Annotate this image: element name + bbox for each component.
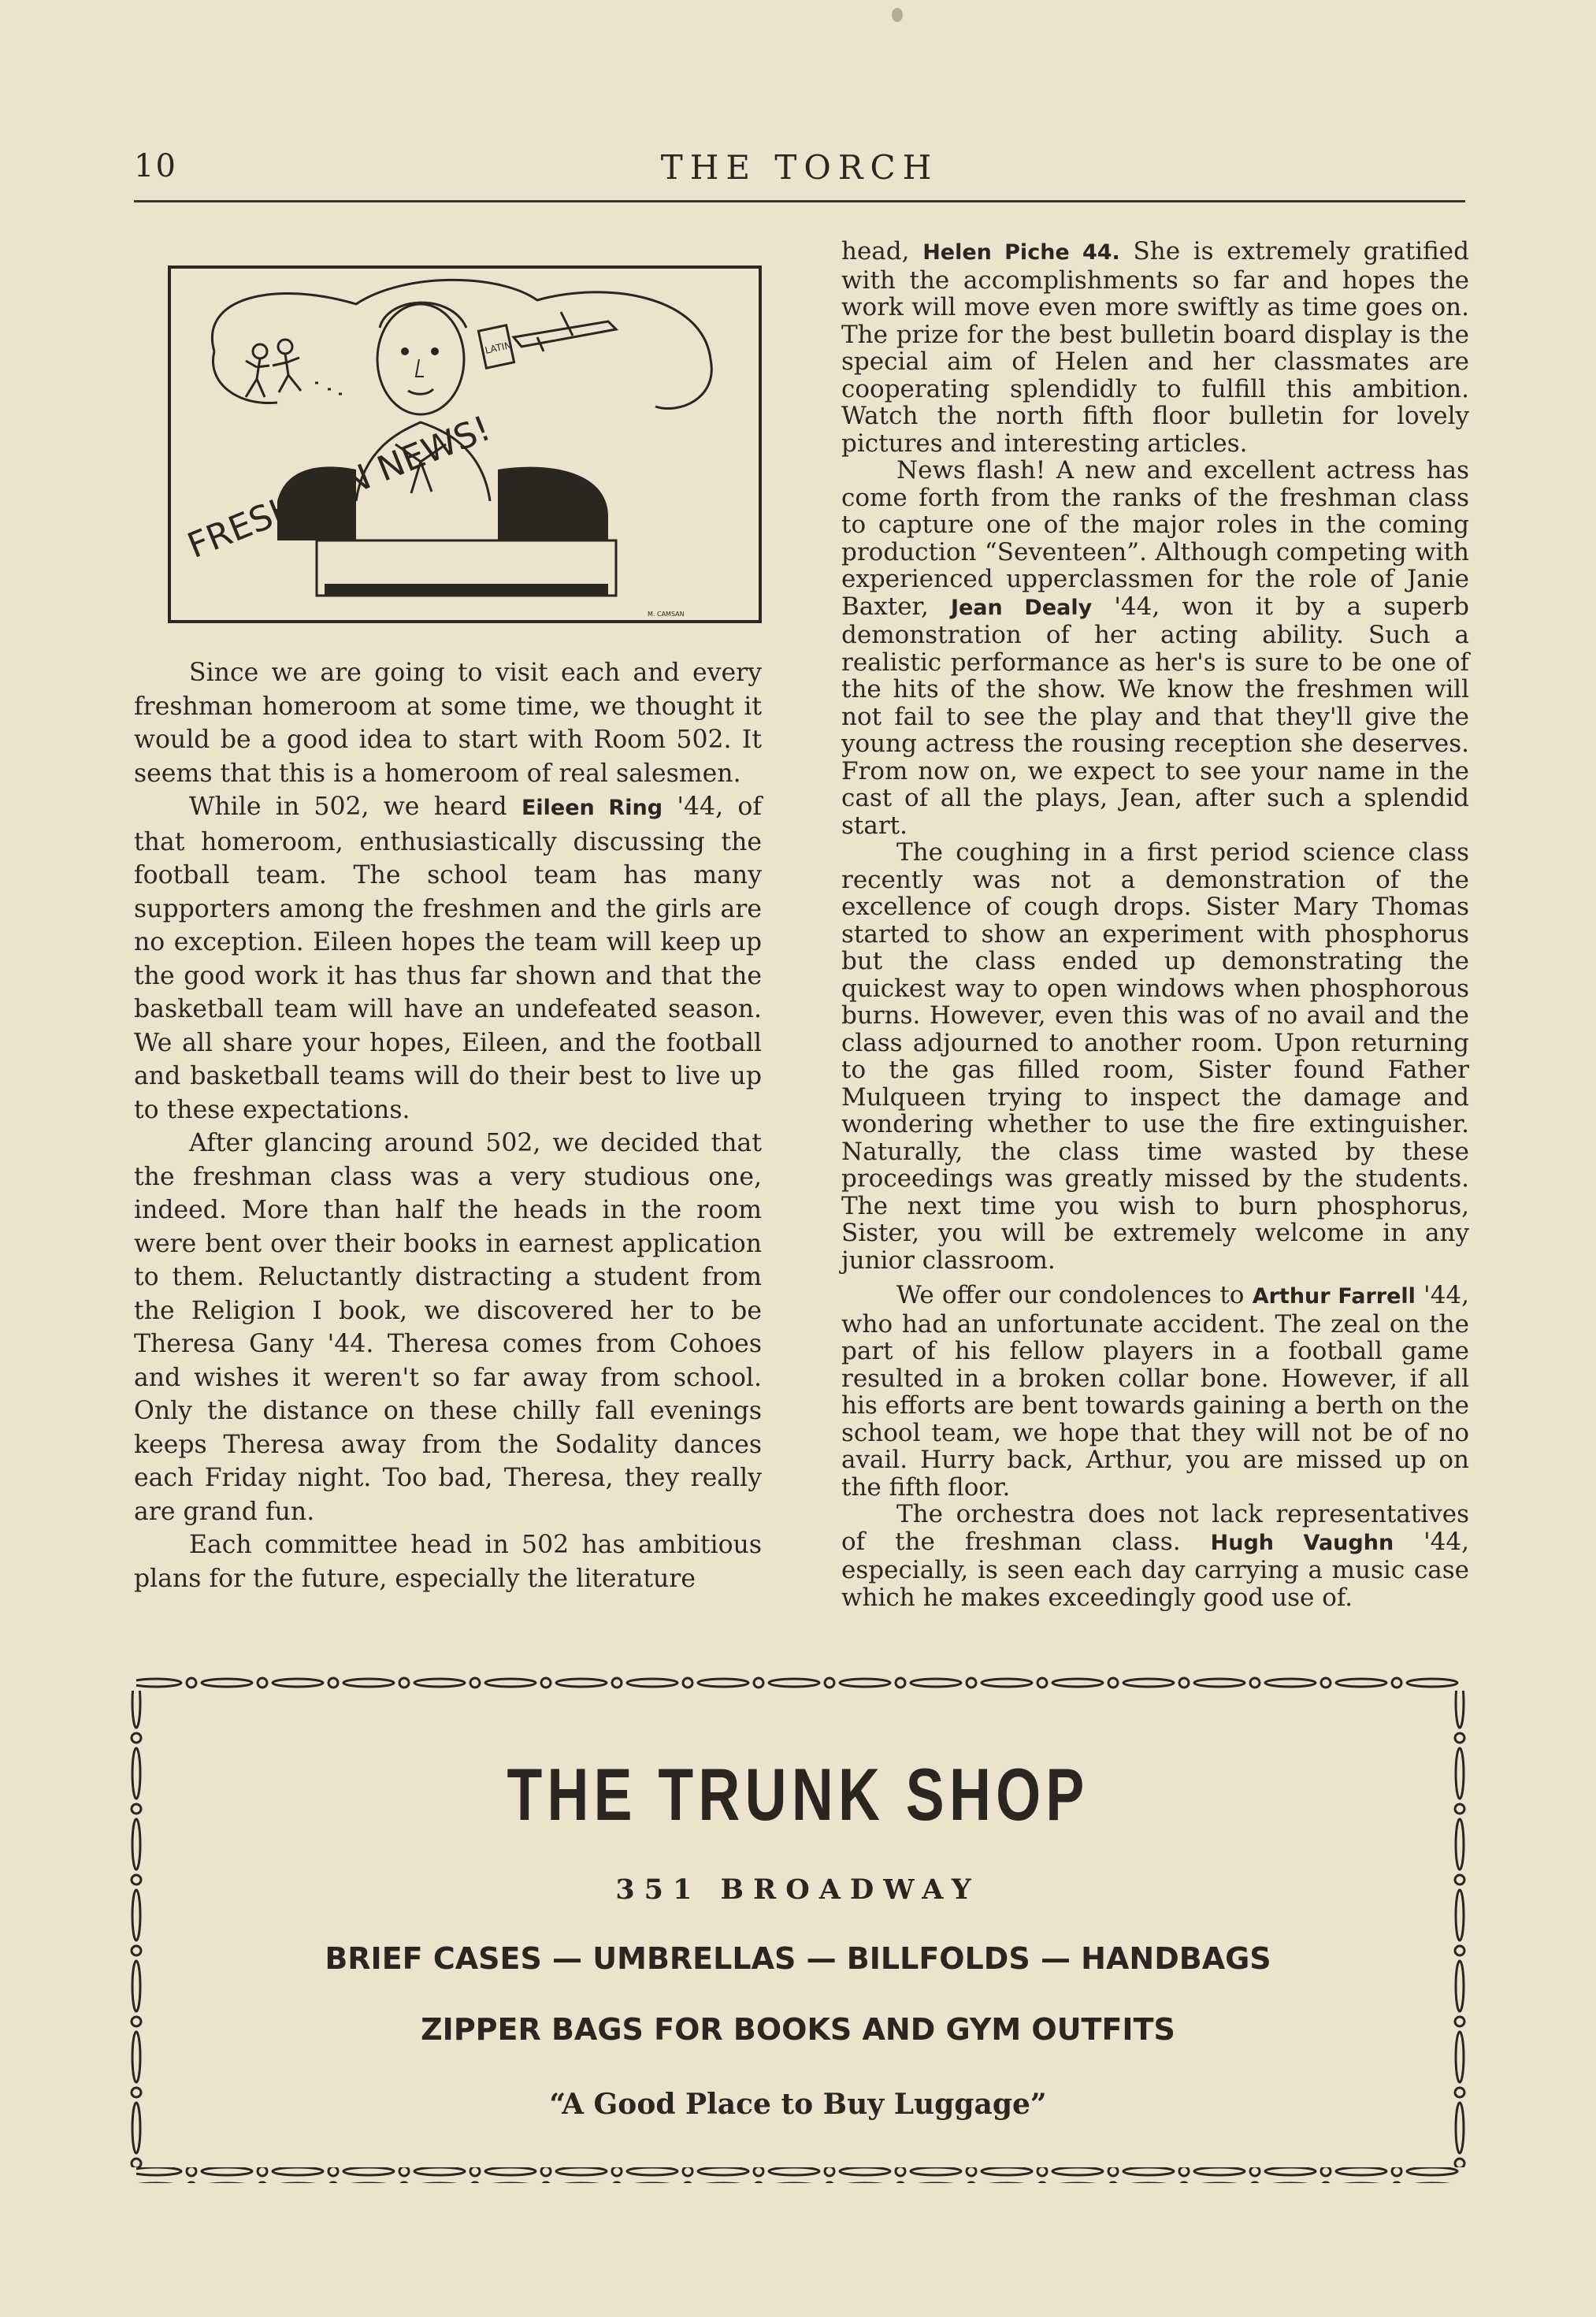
book-label: LATIN (484, 340, 513, 356)
shop-name: THE TRUNK SHOP (507, 1753, 1089, 1836)
product-list: BRIEF CASES — UMBRELLAS — BILLFOLDS — HANDBAGS (325, 1941, 1271, 1976)
article-text: The coughing in a first period science class recently was not a demonstration of the excellence of cough drops. Sister Mary Thomas started to show an experiment with phosphorus but the class ended up demonstrating the quickest way to open windows when phosphorous burns. However, even this was of no avail and the class adjourned to another room. Upon returning to the gas filled room, Sister found Father Mulqueen trying to inspect the damage and wondering whether to use the fire extinguisher. Naturally, the class time wasted by these proceedings was greatly missed by the students. The next time you wish to burn phosphorus, Sister, you will be extremely welcome in any junior classroom. (841, 838, 1469, 1275)
header-rule (134, 200, 1465, 202)
shop-slogan: “A Good Place to Buy Luggage” (549, 2088, 1047, 2121)
article-paragraph (841, 839, 1469, 1274)
article-text: Since we are going to visit each and every freshman homeroom at some time, we thought it would be a good idea to start with Room 502. It seems that this is a homeroom of real salesmen. (134, 659, 762, 788)
cartoon-signature: M. CAMSAN (648, 611, 685, 618)
page-mark (892, 8, 903, 22)
left-column (134, 656, 762, 1595)
article-text: '44, who had an unfortunate accident. The zeal on the part of his fellow players in a football game resulted in a broken collar bone. However, if all his efforts are bent towards gaining a berth on the school team, we hope that they will not be of no avail. Hurry back, Arthur, you are missed up on the fifth floor. (841, 1281, 1469, 1502)
article-paragraph (134, 1528, 762, 1595)
article-text: The orchestra does not lack representatives of the freshman class. (841, 1500, 1469, 1556)
article-paragraph (841, 238, 1469, 457)
article-paragraph (134, 1127, 762, 1528)
article-text: While in 502, we heard (189, 793, 521, 821)
article-text: Each committee head in 502 has ambitious plans for the future, especially the literature (134, 1531, 762, 1593)
article-paragraph (841, 457, 1469, 839)
student-name: Helen Piche 44. (922, 240, 1120, 265)
article-paragraph (841, 1282, 1469, 1501)
article-text: '44, of that homeroom, enthusiastically discussing the football team. The school team has many supporters among the freshmen and the girls are no exception. Eileen hopes the team will keep up the good work it has thus far shown and that the basketball team will have an undefeated season. We all share your hopes, Eileen, and the football and basketball teams will do their best to live up to these expectations. (134, 793, 762, 1124)
page-number: 10 (134, 148, 177, 184)
article-paragraph (134, 790, 762, 1127)
right-column (841, 238, 1469, 1611)
page-header (134, 148, 1465, 203)
article-paragraph (841, 1501, 1469, 1611)
cartoon-caption: FRESHMAN NEWS! (182, 408, 496, 566)
article-text: After glancing around 502, we decided that the freshman class was a very studious one, indeed. More than half the heads in the room were bent over their books in earnest application to them. Reluctantly distracting a student from the Religion I book, we discovered her to be Theresa Gany '44. Theresa comes from Cohoes and wishes it weren't so far away from school. Only the distance on these chilly fall evenings keeps Theresa away from the Sodality dances each Friday night. Too bad, Theresa, they really are grand fun. (134, 1129, 762, 1526)
article-text: News flash! A new and excellent actress has come forth from the ranks of the freshman class to capture one of the major roles in the coming production “Seventeen”. Although competing with experienced upperclassmen for the role of Janie Baxter, (841, 456, 1469, 621)
article-text: head, (841, 237, 923, 265)
article-paragraph (134, 656, 762, 790)
student-name: Jean Dealy (950, 595, 1093, 620)
cartoon-illustration (167, 265, 763, 624)
product-list-secondary: ZIPPER BAGS FOR BOOKS AND GYM OUTFITS (421, 2012, 1175, 2047)
article-text: She is extremely gratified with the accomplishments so far and hopes the work will move even more swiftly as time goes on. The prize for the best bulletin board display is the special aim of Helen and her classmates are cooperating splendidly to fulfill this ambition. Watch the north fifth floor bulletin for lovely pictures and interesting articles. (841, 237, 1469, 458)
journal-title: THE TORCH (660, 148, 939, 187)
student-name: Eileen Ring (521, 796, 663, 820)
article-text: '44, won it by a superb demonstration of her acting ability. Such a realistic performance as her's is sure to be one of the hits of the show. We know the freshmen will not fail to see the play and that they'll give the young actress the rousing reception she deserves. From now on, we expect to see your name in the cast of all the plays, Jean, after such a splendid start. (841, 592, 1469, 840)
article-text: We offer our condolences to (896, 1281, 1253, 1309)
student-name: Arthur Farrell (1252, 1284, 1416, 1309)
student-name: Hugh Vaughn (1210, 1530, 1394, 1555)
freshman-news-cartoon (167, 265, 763, 624)
trunk-shop-advertisement (128, 1675, 1468, 2183)
shop-address: 351 BROADWAY (615, 1873, 981, 1906)
article-text: '44, especially, is seen each day carrying a music case which he makes exceedingly good use of. (841, 1527, 1469, 1612)
